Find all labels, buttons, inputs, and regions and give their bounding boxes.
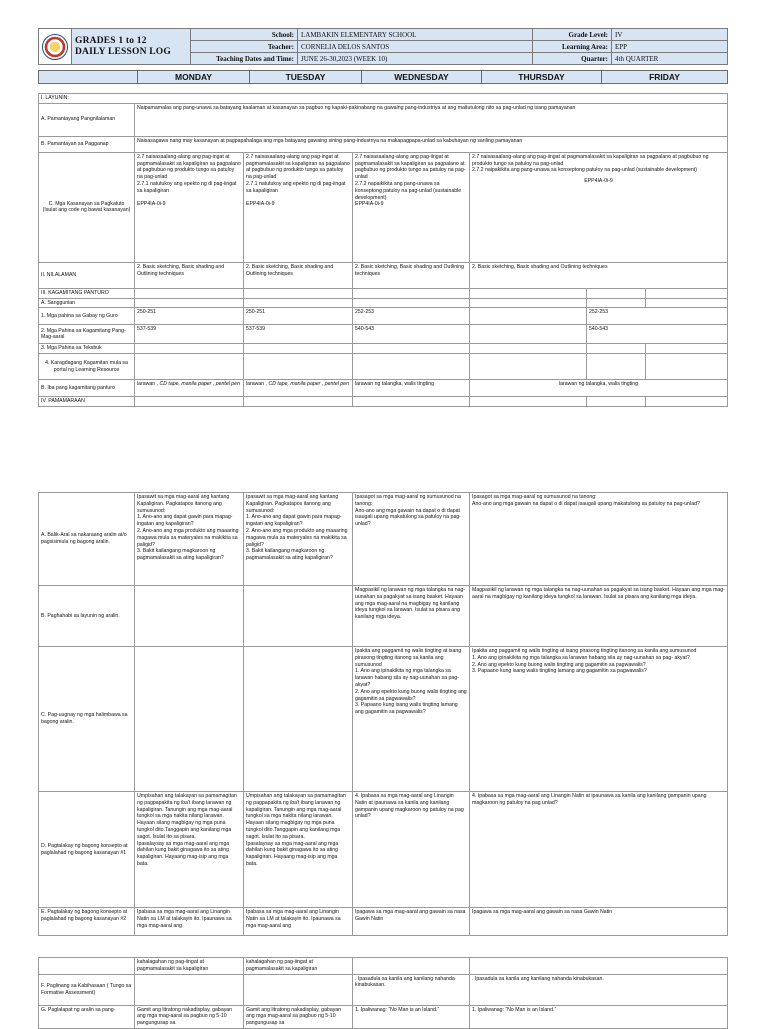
pagtalakay-2-label: E. Pagtalakay ng bagong konsepto at paglalahad ng bagong kasanayan #2 — [39, 908, 135, 936]
iba-pang-kagamitan-label: B. Iba pang kagamitang panturo — [39, 380, 135, 397]
kasanayan-tuesday: 2.7 naisasaalang-alang ang pag-ingat at pagmamalasakit sa kapaligiran sa pagpalano at pagbubuo ng produkto tungo sa patuloy na pag-unlad 2.7.1 natutukoy ang epekto ng di pag-iingat sa kapaligiran EPP4IA-0i-9 — [244, 152, 353, 262]
gabay-guro-wednesday: 252-253 — [353, 308, 470, 325]
pamantayang-pangnilalaman-text: Naipamamalas ang pang-unawa sa batayang kaalaman at kasanayan sa pagbuo ng kapaki-pakinabang na gawaing pang-industriya at ang maitutulong nito sa pag-unlad ng isang pamayanan — [135, 103, 728, 136]
paglinang-label: F. Paglinang sa Kabihasaan ( Tungo sa Formative Assessment) — [39, 974, 135, 1005]
paglalapat-tuesday: Gamit ang litratong nakadisplay, gabayan ang mga mag-aaral sa pagbuo ng 5-10 pangungusap sa — [244, 1005, 353, 1028]
paghahabi-thursday: Magpasikil ng larawan ng mga talangka na nag-uunahan sa pagakyat sa isang basket. Hayaan ang mga mag-aaral na magbigay ng kanilang ideya tungkol sa larawan. Isulat sa pisara ang kanilang mga ideya. — [470, 586, 728, 647]
day-friday: FRIDAY — [602, 71, 728, 84]
paglinang-wednesday: . Ipasadula sa kanila ang kanilang nahanda kinabukasan. — [353, 974, 470, 1005]
pagtalakay-1-tuesday: Umpisahan ang talakayan sa pamamagitan ng pagpapakita ng iba't ibang larawan ng kapaligiran. Tanungin ang mga mag-aaral tungkol sa mga nakita nilang larawan. Hayaan silang magbigay ng mga puna tungkol dito.Tanggapin ang kanilang mga sagot. Isulat ito sa pisara. Ipasalaysay sa mga mag-aaral ang mga dahilan kung bakit ginagawa ito sa ating kapaligiran. Hayaang mag-isip ang mga bata. — [244, 792, 353, 908]
iba-pang-kagamitan-monday — [135, 380, 244, 397]
pag-uugnay-thursday: Ipakita ang paggamit ng walis tingting at isang pirasong tingting itanong sa kanila ang sumusunod 1. Ano ang ipinakikita ng mga talangka sa larawan habang sila ay nag-uunahan sa pag- akyat? 2. Ano ang epekto kung buong walis tingting ang gagamitin sa pagwawalis? 3. Papaano kung isang walis tingting lamang ang gagamitin sa pagwawalis? — [470, 647, 728, 792]
iba-pang-kagamitan-tuesday — [244, 380, 353, 397]
kasanayan-thursday-code: EPP4IA-0i-9 — [584, 178, 613, 185]
school-value: LAMBAKIN ELEMENTARY SCHOOL — [298, 29, 533, 41]
pagtalakay-2-tuesday: Ipabasa sa mga mag-aaral ang Linangin Natin sa LM at talakayin ito. Ipaunawa sa mga mag-aaral ang — [244, 908, 353, 936]
deped-seal-icon — [42, 34, 68, 60]
kagamitang-panturo-label: III. KAGAMITANG PANTURO — [39, 288, 135, 298]
balik-aral-tuesday: Ipasawit sa mga mag-aaral ang kantang Kapaligiran. Pagkatapos itanong ang sumusunod: 1. Ano-ano ang dapat gawin para mapag-ingatan ang kapaligiran? 2. Ano-ano ang mga produkto ang maaaring magawa mula sa materyales na makikita sa paligid? 3. Bakit kailangang magkaroon ng pagmamalasakit sa ating kapaligiran? — [244, 493, 353, 586]
title-cell — [72, 29, 191, 65]
iba-pang-kagamitan-wednesday: larawan ng talangka, walis tingting — [353, 380, 470, 397]
paglinang-thursday: . Ipasadula sa kanila ang kanilang nahanda kinabukasan. — [470, 974, 728, 1005]
kagamitang-mag-aaral-wednesday: 540-543 — [353, 325, 470, 344]
layunin-heading: I. LAYUNIN: — [39, 94, 728, 104]
pag-uugnay-wednesday: Ipakita ang paggamit ng walis tingting at isang pirasong tingting itanong sa kanila ang sumusunod 1. Ano ang ipinakikita ng mga talangka sa larawan habang sila ay nag-uunahan sa pag- akyat? 2. Ano ang epekto kung buong walis tingting ang gagamitin sa pagwawalis? 3. Papaano kung isang walis tingting lamang ang gagamitin sa pagwawalis? — [353, 647, 470, 792]
kasanayan-thursday-friday — [470, 152, 728, 262]
page3-table — [38, 957, 728, 1029]
dates-label: Teaching Dates and Time: — [191, 53, 298, 65]
grade-level-value: IV — [612, 29, 728, 41]
paglalapat-monday: Gamit ang litratong nakadisplay, gabayan ang mga mag-aaral sa pagbuo ng 5-10 pangungusap sa — [135, 1005, 244, 1028]
kasanayan-label: C. Mga Kasanayan sa Pagkatuto (Isulat ang code ng bawat kasanayan) — [39, 152, 135, 262]
kasanayan-wednesday: 2.7 naisasaalang-alang ang pag-iingat at pagmamalasakit sa kapaligiran sa pagpalano at pagbubuo ng produkto tungo sa patuloy na pag-unlad 2.7.2 napaikikita ang pang-unawa sa konseptong patuloy na pag-unlad (sustainable development) EPP4IA-0i-9 — [353, 152, 470, 262]
learning-area-label: Learning Area: — [533, 41, 612, 53]
gabay-guro-label: 1. Mga pahina sa Gabay ng Guro — [39, 308, 135, 325]
page3-top-tuesday: kahalagahan ng pag-iingat at pagmamalasakit sa kapaligiran — [244, 958, 353, 975]
pagtalakay-1-wednesday: 4. Ipabasa sa mga mag-aaral ang Linangin Natin at ipaunawa sa kanila ang kanilang gampanin upang magkaroon ng patuloy na pag unlad? — [353, 792, 470, 908]
deped-logo-cell — [39, 29, 72, 65]
nilalaman-label: II. NILALAMAN — [39, 262, 135, 288]
pagtalakay-1-label: D. Pagtalakay ng bagong konsepto at paglalahad ng bagong kasanayan #1 — [39, 792, 135, 908]
materials-tuesday-italic: CD tape, manila paper , pentel pen — [268, 381, 349, 388]
kasanayan-monday: 2.7 naisasaalang-alang ang pag-ingat at pagmamalasakit sa kapaligiran sa pagpalano at pagbubuo ng produkto tungo sa patuloy na pag-unlad 2.7.1 natutukoy ang epekto ng di pag-iingat sa kapaligiran EPP4IA-0i-9 — [135, 152, 244, 262]
teacher-value: CORNELIA DELOS SANTOS — [298, 41, 533, 53]
pagtalakay-1-monday: Umpisahan ang talakayan sa pamamagitan ng pagpapakita ng iba't ibang larawan ng kapaligiran. Tanungin ang mga mag-aaral tungkol sa mga nakita nilang larawan. Hayaan silang magbigay ng mga puna tungkol dito.Tanggapin ang kanilang mga sagot. Isulat ito sa pisara. Ipasalaysay sa mga mag-aaral ang mga dahilan kung bakit ginagawa ito sa ating kapaligiran. Hayaang mag-isip ang mga bata. — [135, 792, 244, 908]
learning-area-value: EPP — [612, 41, 728, 53]
days-header-row — [38, 70, 728, 84]
dates-value: JUNE 26-30,2023 (WEEK 10) — [298, 53, 533, 65]
balik-aral-wednesday: Ipasagot sa mga mag-aaral ng sumusunod na tanong: Ano-ano ang mga gawain na dapat o di dapat isaugali upang makatulong sa patuloy na pag-unlad? — [353, 493, 470, 586]
sanggunian-label: A. Sanggunian — [39, 298, 135, 308]
kagamitang-mag-aaral-label: 2. Mga Pahina sa Kagamitang Pang-Mag-aaral — [39, 325, 135, 344]
paghahabi-label: B. Paghahabi sa layunin ng aralin. — [39, 586, 135, 647]
nilalaman-tuesday: 2. Basic sketching, Basic shading and Outlining techniques — [244, 262, 353, 288]
pamantayang-pangnilalaman-label: A. Pamantayang Pangnilalaman — [39, 103, 135, 136]
procedures-table — [38, 492, 728, 936]
school-label: School: — [191, 29, 298, 41]
paglalapat-thursday: 1. Ipaliwanag: “No Man is an Island.” — [470, 1005, 728, 1028]
pamantayan-sa-pagganap-label: B. Pamantayan sa Pagganap — [39, 136, 135, 152]
grade-level-label: Grade Level: — [533, 29, 612, 41]
objectives-table — [38, 93, 728, 407]
day-tuesday: TUESDAY — [250, 71, 362, 84]
balik-aral-label: A. Balik-Aral sa nakaraang aralin at/o pagsisimula ng bagong aralin. — [39, 493, 135, 586]
balik-aral-thursday: Ipasagot sa mga mag-aaral ng sumusunod na tanong: Ano-ano ang mga gawain na dapat o di dapat isaugali upang makatulong sa patuloy na pag-unlad? — [470, 493, 728, 586]
quarter-value: 4th QUARTER — [612, 53, 728, 65]
paglalapat-label: G. Paglalapat ng aralin sa pang- — [39, 1005, 135, 1028]
quarter-label: Quarter: — [533, 53, 612, 65]
gabay-guro-monday: 250-251 — [135, 308, 244, 325]
nilalaman-thursday: 2. Basic sketching, Basic shading and Outlining techniques — [470, 262, 728, 288]
teacher-label: Teacher: — [191, 41, 298, 53]
page3-top-monday: kahalagahan ng pag-iingat at pagmamalasakit sa kapaligiran — [135, 958, 244, 975]
dll-title: DAILY LESSON LOG — [75, 46, 171, 57]
day-thursday: THURSDAY — [482, 71, 602, 84]
days-blank-cell — [39, 71, 138, 84]
pagtalakay-2-wednesday: Ipagawa sa mga mag-aaral ang gawain sa nasa Gawin Natin — [353, 908, 470, 936]
karagdagang-kagamitan-label: 4. Karagdagang Kagamitan mula sa portal ng Learning Resource — [39, 354, 135, 380]
day-wednesday: WEDNESDAY — [362, 71, 482, 84]
pamantayan-sa-pagganap-text: Naisasagawa nang may kasanayan at pagpapahalaga ang mga batayang gawaing sining pang-industriya na makapagpapa-unlad sa kabuhayan ng sariling pamayanan — [135, 136, 728, 152]
pagtalakay-2-monday: Ipabasa sa mga mag-aaral ang Linangin Natin sa LM at talakayin ito. Ipaunawa sa mga mag-aaral ang — [135, 908, 244, 936]
materials-tuesday-plain: larawan , — [246, 381, 269, 388]
teksbuk-label: 3. Mga Pahina sa Teksbuk — [39, 344, 135, 354]
pamamaraan-label: IV. PAMAMARAAN — [39, 397, 135, 407]
header-table — [38, 28, 728, 65]
nilalaman-monday: 2. Basic sketching, Basic shading and Outlining techniques — [135, 262, 244, 288]
materials-monday-italic: CD tape, manila paper , pentel pen — [159, 381, 240, 388]
gabay-guro-thursday: 252-253 — [587, 308, 728, 325]
kagamitang-mag-aaral-thursday: 540-543 — [587, 325, 728, 344]
paglalapat-wednesday: 1. Ipaliwanag: “No Man is an Island.” — [353, 1005, 470, 1028]
kagamitang-mag-aaral-tuesday: 537-539 — [244, 325, 353, 344]
pag-uugnay-label: C. Pag-uugnay ng mga halimbawa sa bagong aralin. — [39, 647, 135, 792]
grades-title: GRADES 1 to 12 — [75, 35, 147, 46]
kagamitang-mag-aaral-monday: 537-539 — [135, 325, 244, 344]
gabay-guro-tuesday: 250-251 — [244, 308, 353, 325]
paghahabi-wednesday: Magpasikil ng larawan ng mga talangka na nag-uunahan sa pagakyat sa isang basket. Hayaan ang mga mag-aaral na magbigay ng kanilang ideya tungkol sa larawan. Isulat sa pisara ang kanilang mga ideya. — [353, 586, 470, 647]
nilalaman-wednesday: 2. Basic sketching, Basic shading and Outlining techniques — [353, 262, 470, 288]
balik-aral-monday: Ipasawit sa mga mag-aaral ang kantang Kapaligiran. Pagkatapos itanong ang sumusunod: 1. Ano-ano ang dapat gawin para mapag-ingatan ang kapaligiran? 2. Ano-ano ang mga produkto ang maaaring magawa mula sa materyales na makikita sa paligid? 3. Bakit kailangang magkaroon ng pagmamalasakit sa ating kapaligiran? — [135, 493, 244, 586]
pagtalakay-1-thursday: 4. Ipabasa sa mga mag-aaral ang Linangin Natin at ipaunawa sa kanila ang kanilang gampanin upang magkaroon ng patuloy na pag unlad? — [470, 792, 728, 908]
day-monday: MONDAY — [138, 71, 250, 84]
kasanayan-thursday-text: 2.7 naisasaalang-alang ang pag-iingat at pagmamalasakit sa kapaligiran sa pagpalano at pagbubuo ng produkto tungo sa patuloy na pag-unlad 2.7.2 naipakikita ang pang-unawa sa konseptong patuloy na pag-unlad (sustainable development) — [472, 153, 709, 174]
iba-pang-kagamitan-thursday: larawan ng talangka, walis tingting — [470, 380, 728, 397]
pagtalakay-2-thursday: Ipagawa sa mga mag-aaral ang gawain sa nasa Gawin Natin — [470, 908, 728, 936]
materials-monday-plain: larawan , — [137, 381, 160, 388]
